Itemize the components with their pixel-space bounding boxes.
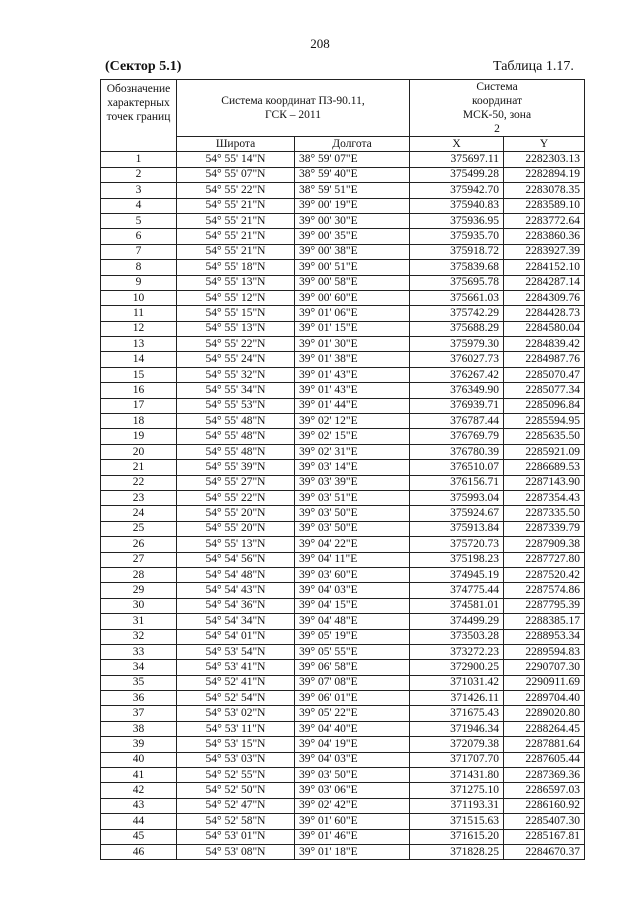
- sector-title: (Сектор 5.1): [105, 59, 182, 74]
- table-row: [101, 337, 585, 352]
- longitude-cell: 39° 04' 11"E: [295, 552, 410, 567]
- x-cell: 375742.29: [410, 306, 504, 321]
- y-cell: 2284580.04: [504, 321, 585, 336]
- table-row: [101, 490, 585, 505]
- y-cell: 2283078.35: [504, 183, 585, 198]
- x-cell: 374581.01: [410, 598, 504, 613]
- y-cell: 2285921.09: [504, 444, 585, 459]
- y-cell: 2283589.10: [504, 198, 585, 213]
- latitude-cell: 54° 55' 20"N: [177, 506, 295, 521]
- y-cell: 2290707.30: [504, 660, 585, 675]
- y-cell: 2287605.44: [504, 752, 585, 767]
- x-cell: 375688.29: [410, 321, 504, 336]
- x-cell: 374945.19: [410, 567, 504, 582]
- header-point-label: Обозначение характерных точек границ: [101, 80, 177, 152]
- latitude-cell: 54° 55' 13"N: [177, 275, 295, 290]
- x-cell: 371426.11: [410, 691, 504, 706]
- y-cell: 2289020.80: [504, 706, 585, 721]
- point-number: 16: [101, 383, 177, 398]
- x-cell: 376510.07: [410, 460, 504, 475]
- table-row: [101, 383, 585, 398]
- latitude-cell: 54° 55' 13"N: [177, 537, 295, 552]
- latitude-cell: 54° 52' 41"N: [177, 675, 295, 690]
- latitude-cell: 54° 54' 56"N: [177, 552, 295, 567]
- latitude-cell: 54° 55' 22"N: [177, 490, 295, 505]
- point-number: 36: [101, 691, 177, 706]
- y-cell: 2287909.38: [504, 537, 585, 552]
- table-row: [101, 660, 585, 675]
- table-row: [101, 475, 585, 490]
- x-cell: 371675.43: [410, 706, 504, 721]
- y-cell: 2287143.90: [504, 475, 585, 490]
- point-number: 30: [101, 598, 177, 613]
- table-body: [101, 152, 585, 860]
- x-cell: 376787.44: [410, 414, 504, 429]
- point-number: 14: [101, 352, 177, 367]
- table-row: [101, 721, 585, 736]
- y-cell: 2284987.76: [504, 352, 585, 367]
- longitude-cell: 39° 01' 38"E: [295, 352, 410, 367]
- latitude-cell: 54° 53' 01"N: [177, 829, 295, 844]
- header-longitude: Долгота: [295, 137, 410, 152]
- longitude-cell: 39° 02' 15"E: [295, 429, 410, 444]
- y-cell: 2287795.39: [504, 598, 585, 613]
- longitude-cell: 39° 01' 43"E: [295, 367, 410, 382]
- latitude-cell: 54° 53' 02"N: [177, 706, 295, 721]
- y-cell: 2285070.47: [504, 367, 585, 382]
- y-cell: 2285077.34: [504, 383, 585, 398]
- longitude-cell: 39° 01' 44"E: [295, 398, 410, 413]
- x-cell: 376780.39: [410, 444, 504, 459]
- latitude-cell: 54° 53' 03"N: [177, 752, 295, 767]
- x-cell: 375940.83: [410, 198, 504, 213]
- point-number: 13: [101, 337, 177, 352]
- point-number: 44: [101, 814, 177, 829]
- y-cell: 2284152.10: [504, 260, 585, 275]
- y-cell: 2286160.92: [504, 798, 585, 813]
- point-number: 19: [101, 429, 177, 444]
- y-cell: 2287339.79: [504, 521, 585, 536]
- x-cell: 375936.95: [410, 213, 504, 228]
- latitude-cell: 54° 55' 39"N: [177, 460, 295, 475]
- point-number: 5: [101, 213, 177, 228]
- y-cell: 2289704.40: [504, 691, 585, 706]
- x-cell: 375499.28: [410, 167, 504, 182]
- longitude-cell: 39° 04' 40"E: [295, 721, 410, 736]
- longitude-cell: 39° 02' 42"E: [295, 798, 410, 813]
- latitude-cell: 54° 53' 08"N: [177, 844, 295, 859]
- point-number: 35: [101, 675, 177, 690]
- header-x: X: [410, 137, 504, 152]
- longitude-cell: 39° 00' 19"E: [295, 198, 410, 213]
- x-cell: 375942.70: [410, 183, 504, 198]
- longitude-cell: 39° 03' 14"E: [295, 460, 410, 475]
- point-number: 6: [101, 229, 177, 244]
- y-cell: 2287727.80: [504, 552, 585, 567]
- x-cell: 371946.34: [410, 721, 504, 736]
- latitude-cell: 54° 55' 20"N: [177, 521, 295, 536]
- point-number: 39: [101, 737, 177, 752]
- coordinates-table: [100, 79, 585, 860]
- longitude-cell: 39° 01' 46"E: [295, 829, 410, 844]
- point-number: 27: [101, 552, 177, 567]
- x-cell: 375720.73: [410, 537, 504, 552]
- x-cell: 376349.90: [410, 383, 504, 398]
- latitude-cell: 54° 55' 12"N: [177, 290, 295, 305]
- point-number: 33: [101, 644, 177, 659]
- point-number: 28: [101, 567, 177, 582]
- table-row: [101, 198, 585, 213]
- x-cell: 375839.68: [410, 260, 504, 275]
- latitude-cell: 54° 52' 55"N: [177, 768, 295, 783]
- longitude-cell: 39° 00' 51"E: [295, 260, 410, 275]
- point-number: 46: [101, 844, 177, 859]
- latitude-cell: 54° 55' 22"N: [177, 337, 295, 352]
- x-cell: 375924.67: [410, 506, 504, 521]
- point-number: 41: [101, 768, 177, 783]
- table-row: [101, 306, 585, 321]
- table-row: [101, 737, 585, 752]
- x-cell: 371031.42: [410, 675, 504, 690]
- x-cell: 373503.28: [410, 629, 504, 644]
- latitude-cell: 54° 55' 07"N: [177, 167, 295, 182]
- x-cell: 374499.29: [410, 614, 504, 629]
- y-cell: 2286597.03: [504, 783, 585, 798]
- y-cell: 2285635.50: [504, 429, 585, 444]
- latitude-cell: 54° 55' 13"N: [177, 321, 295, 336]
- y-cell: 2285594.95: [504, 414, 585, 429]
- latitude-cell: 54° 54' 43"N: [177, 583, 295, 598]
- longitude-cell: 39° 03' 50"E: [295, 521, 410, 536]
- longitude-cell: 38° 59' 51"E: [295, 183, 410, 198]
- table-row: [101, 506, 585, 521]
- point-number: 42: [101, 783, 177, 798]
- latitude-cell: 54° 54' 34"N: [177, 614, 295, 629]
- latitude-cell: 54° 55' 48"N: [177, 444, 295, 459]
- longitude-cell: 38° 59' 40"E: [295, 167, 410, 182]
- x-cell: 375918.72: [410, 244, 504, 259]
- longitude-cell: 39° 04' 15"E: [295, 598, 410, 613]
- y-cell: 2283860.36: [504, 229, 585, 244]
- header-system-msk50: Система координат МСК-50, зона 2: [410, 80, 585, 137]
- x-cell: 376939.71: [410, 398, 504, 413]
- table-row: [101, 567, 585, 582]
- table-row: [101, 290, 585, 305]
- table-row: [101, 444, 585, 459]
- table-row: [101, 213, 585, 228]
- point-number: 17: [101, 398, 177, 413]
- point-number: 4: [101, 198, 177, 213]
- longitude-cell: 39° 01' 18"E: [295, 844, 410, 859]
- table-row: [101, 844, 585, 859]
- y-cell: 2282303.13: [504, 152, 585, 167]
- x-cell: 376027.73: [410, 352, 504, 367]
- table-row: [101, 398, 585, 413]
- latitude-cell: 54° 55' 27"N: [177, 475, 295, 490]
- longitude-cell: 39° 03' 39"E: [295, 475, 410, 490]
- table-row: [101, 829, 585, 844]
- table-row: [101, 691, 585, 706]
- table-row: [101, 244, 585, 259]
- x-cell: 375697.11: [410, 152, 504, 167]
- y-cell: 2283772.64: [504, 213, 585, 228]
- longitude-cell: 39° 01' 15"E: [295, 321, 410, 336]
- page-number: 208: [310, 36, 330, 51]
- table-row: [101, 429, 585, 444]
- point-number: 11: [101, 306, 177, 321]
- table-row: [101, 552, 585, 567]
- latitude-cell: 54° 54' 36"N: [177, 598, 295, 613]
- y-cell: 2284670.37: [504, 844, 585, 859]
- latitude-cell: 54° 52' 58"N: [177, 814, 295, 829]
- y-cell: 2286689.53: [504, 460, 585, 475]
- longitude-cell: 39° 04' 03"E: [295, 752, 410, 767]
- table-row: [101, 583, 585, 598]
- latitude-cell: 54° 55' 48"N: [177, 429, 295, 444]
- table-row: [101, 414, 585, 429]
- y-cell: 2284839.42: [504, 337, 585, 352]
- longitude-cell: 39° 05' 19"E: [295, 629, 410, 644]
- point-number: 24: [101, 506, 177, 521]
- y-cell: 2288264.45: [504, 721, 585, 736]
- longitude-cell: 39° 01' 06"E: [295, 306, 410, 321]
- x-cell: 371275.10: [410, 783, 504, 798]
- longitude-cell: 39° 03' 60"E: [295, 567, 410, 582]
- y-cell: 2284287.14: [504, 275, 585, 290]
- point-number: 23: [101, 490, 177, 505]
- table-row: [101, 614, 585, 629]
- table-row: [101, 183, 585, 198]
- point-number: 3: [101, 183, 177, 198]
- point-number: 40: [101, 752, 177, 767]
- point-number: 2: [101, 167, 177, 182]
- point-number: 29: [101, 583, 177, 598]
- table-row: [101, 275, 585, 290]
- point-number: 31: [101, 614, 177, 629]
- table-row: [101, 229, 585, 244]
- table-row: [101, 752, 585, 767]
- y-cell: 2285167.81: [504, 829, 585, 844]
- point-number: 15: [101, 367, 177, 382]
- point-number: 26: [101, 537, 177, 552]
- table-row: [101, 460, 585, 475]
- longitude-cell: 39° 01' 30"E: [295, 337, 410, 352]
- table-row: [101, 706, 585, 721]
- longitude-cell: 39° 04' 03"E: [295, 583, 410, 598]
- point-number: 37: [101, 706, 177, 721]
- table-row: [101, 798, 585, 813]
- y-cell: 2288953.34: [504, 629, 585, 644]
- longitude-cell: 39° 00' 30"E: [295, 213, 410, 228]
- longitude-cell: 39° 02' 31"E: [295, 444, 410, 459]
- x-cell: 371828.25: [410, 844, 504, 859]
- latitude-cell: 54° 54' 48"N: [177, 567, 295, 582]
- y-cell: 2289594.83: [504, 644, 585, 659]
- point-number: 38: [101, 721, 177, 736]
- latitude-cell: 54° 52' 50"N: [177, 783, 295, 798]
- x-cell: 372900.25: [410, 660, 504, 675]
- table-row: [101, 629, 585, 644]
- longitude-cell: 39° 00' 60"E: [295, 290, 410, 305]
- header-y: Y: [504, 137, 585, 152]
- latitude-cell: 54° 53' 15"N: [177, 737, 295, 752]
- latitude-cell: 54° 55' 18"N: [177, 260, 295, 275]
- table-row: [101, 768, 585, 783]
- y-cell: 2283927.39: [504, 244, 585, 259]
- x-cell: 375935.70: [410, 229, 504, 244]
- longitude-cell: 39° 03' 50"E: [295, 506, 410, 521]
- longitude-cell: 39° 02' 12"E: [295, 414, 410, 429]
- x-cell: 375695.78: [410, 275, 504, 290]
- y-cell: 2287574.86: [504, 583, 585, 598]
- point-number: 25: [101, 521, 177, 536]
- y-cell: 2285407.30: [504, 814, 585, 829]
- latitude-cell: 54° 54' 01"N: [177, 629, 295, 644]
- y-cell: 2287520.42: [504, 567, 585, 582]
- point-number: 9: [101, 275, 177, 290]
- table-title: Таблица 1.17.: [493, 59, 574, 74]
- table-row: [101, 537, 585, 552]
- point-number: 43: [101, 798, 177, 813]
- x-cell: 372079.38: [410, 737, 504, 752]
- x-cell: 371615.20: [410, 829, 504, 844]
- latitude-cell: 54° 55' 21"N: [177, 213, 295, 228]
- latitude-cell: 54° 55' 14"N: [177, 152, 295, 167]
- y-cell: 2287335.50: [504, 506, 585, 521]
- longitude-cell: 39° 05' 22"E: [295, 706, 410, 721]
- latitude-cell: 54° 55' 21"N: [177, 198, 295, 213]
- longitude-cell: 39° 01' 60"E: [295, 814, 410, 829]
- longitude-cell: 39° 00' 58"E: [295, 275, 410, 290]
- table-row: [101, 521, 585, 536]
- y-cell: 2287354.43: [504, 490, 585, 505]
- table-row: [101, 783, 585, 798]
- longitude-cell: 39° 04' 22"E: [295, 537, 410, 552]
- table-row: [101, 321, 585, 336]
- x-cell: 375661.03: [410, 290, 504, 305]
- longitude-cell: 39° 06' 58"E: [295, 660, 410, 675]
- point-number: 10: [101, 290, 177, 305]
- longitude-cell: 39° 04' 19"E: [295, 737, 410, 752]
- x-cell: 371431.80: [410, 768, 504, 783]
- latitude-cell: 54° 53' 11"N: [177, 721, 295, 736]
- latitude-cell: 54° 55' 15"N: [177, 306, 295, 321]
- latitude-cell: 54° 55' 34"N: [177, 383, 295, 398]
- x-cell: 371515.63: [410, 814, 504, 829]
- longitude-cell: 39° 07' 08"E: [295, 675, 410, 690]
- longitude-cell: 39° 03' 06"E: [295, 783, 410, 798]
- longitude-cell: 39° 03' 51"E: [295, 490, 410, 505]
- latitude-cell: 54° 55' 48"N: [177, 414, 295, 429]
- latitude-cell: 54° 55' 22"N: [177, 183, 295, 198]
- table-row: [101, 598, 585, 613]
- longitude-cell: 39° 01' 43"E: [295, 383, 410, 398]
- header-system-pz90: Система координат ПЗ-90.11, ГСК – 2011: [177, 80, 410, 137]
- point-number: 32: [101, 629, 177, 644]
- point-number: 21: [101, 460, 177, 475]
- point-number: 1: [101, 152, 177, 167]
- table-row: [101, 367, 585, 382]
- latitude-cell: 54° 55' 24"N: [177, 352, 295, 367]
- point-number: 45: [101, 829, 177, 844]
- y-cell: 2284428.73: [504, 306, 585, 321]
- x-cell: 375993.04: [410, 490, 504, 505]
- latitude-cell: 54° 53' 41"N: [177, 660, 295, 675]
- y-cell: 2290911.69: [504, 675, 585, 690]
- point-number: 22: [101, 475, 177, 490]
- x-cell: 371707.70: [410, 752, 504, 767]
- table-row: [101, 260, 585, 275]
- y-cell: 2285096.84: [504, 398, 585, 413]
- longitude-cell: 39° 05' 55"E: [295, 644, 410, 659]
- y-cell: 2287369.36: [504, 768, 585, 783]
- point-number: 8: [101, 260, 177, 275]
- table-row: [101, 644, 585, 659]
- x-cell: 371193.31: [410, 798, 504, 813]
- table-row: [101, 352, 585, 367]
- latitude-cell: 54° 55' 21"N: [177, 229, 295, 244]
- latitude-cell: 54° 55' 53"N: [177, 398, 295, 413]
- x-cell: 375979.30: [410, 337, 504, 352]
- x-cell: 376769.79: [410, 429, 504, 444]
- table-row: [101, 814, 585, 829]
- y-cell: 2284309.76: [504, 290, 585, 305]
- longitude-cell: 39° 04' 48"E: [295, 614, 410, 629]
- latitude-cell: 54° 53' 54"N: [177, 644, 295, 659]
- latitude-cell: 54° 52' 47"N: [177, 798, 295, 813]
- y-cell: 2288385.17: [504, 614, 585, 629]
- table-row: [101, 167, 585, 182]
- longitude-cell: 38° 59' 07"E: [295, 152, 410, 167]
- y-cell: 2282894.19: [504, 167, 585, 182]
- longitude-cell: 39° 06' 01"E: [295, 691, 410, 706]
- latitude-cell: 54° 52' 54"N: [177, 691, 295, 706]
- longitude-cell: 39° 00' 38"E: [295, 244, 410, 259]
- latitude-cell: 54° 55' 32"N: [177, 367, 295, 382]
- longitude-cell: 39° 00' 35"E: [295, 229, 410, 244]
- point-number: 34: [101, 660, 177, 675]
- x-cell: 373272.23: [410, 644, 504, 659]
- point-number: 18: [101, 414, 177, 429]
- table-row: [101, 675, 585, 690]
- point-number: 12: [101, 321, 177, 336]
- x-cell: 376267.42: [410, 367, 504, 382]
- point-number: 7: [101, 244, 177, 259]
- x-cell: 376156.71: [410, 475, 504, 490]
- latitude-cell: 54° 55' 21"N: [177, 244, 295, 259]
- x-cell: 375913.84: [410, 521, 504, 536]
- longitude-cell: 39° 03' 50"E: [295, 768, 410, 783]
- y-cell: 2287881.64: [504, 737, 585, 752]
- x-cell: 375198.23: [410, 552, 504, 567]
- point-number: 20: [101, 444, 177, 459]
- x-cell: 374775.44: [410, 583, 504, 598]
- header-latitude: Широта: [177, 137, 295, 152]
- table-row: [101, 152, 585, 167]
